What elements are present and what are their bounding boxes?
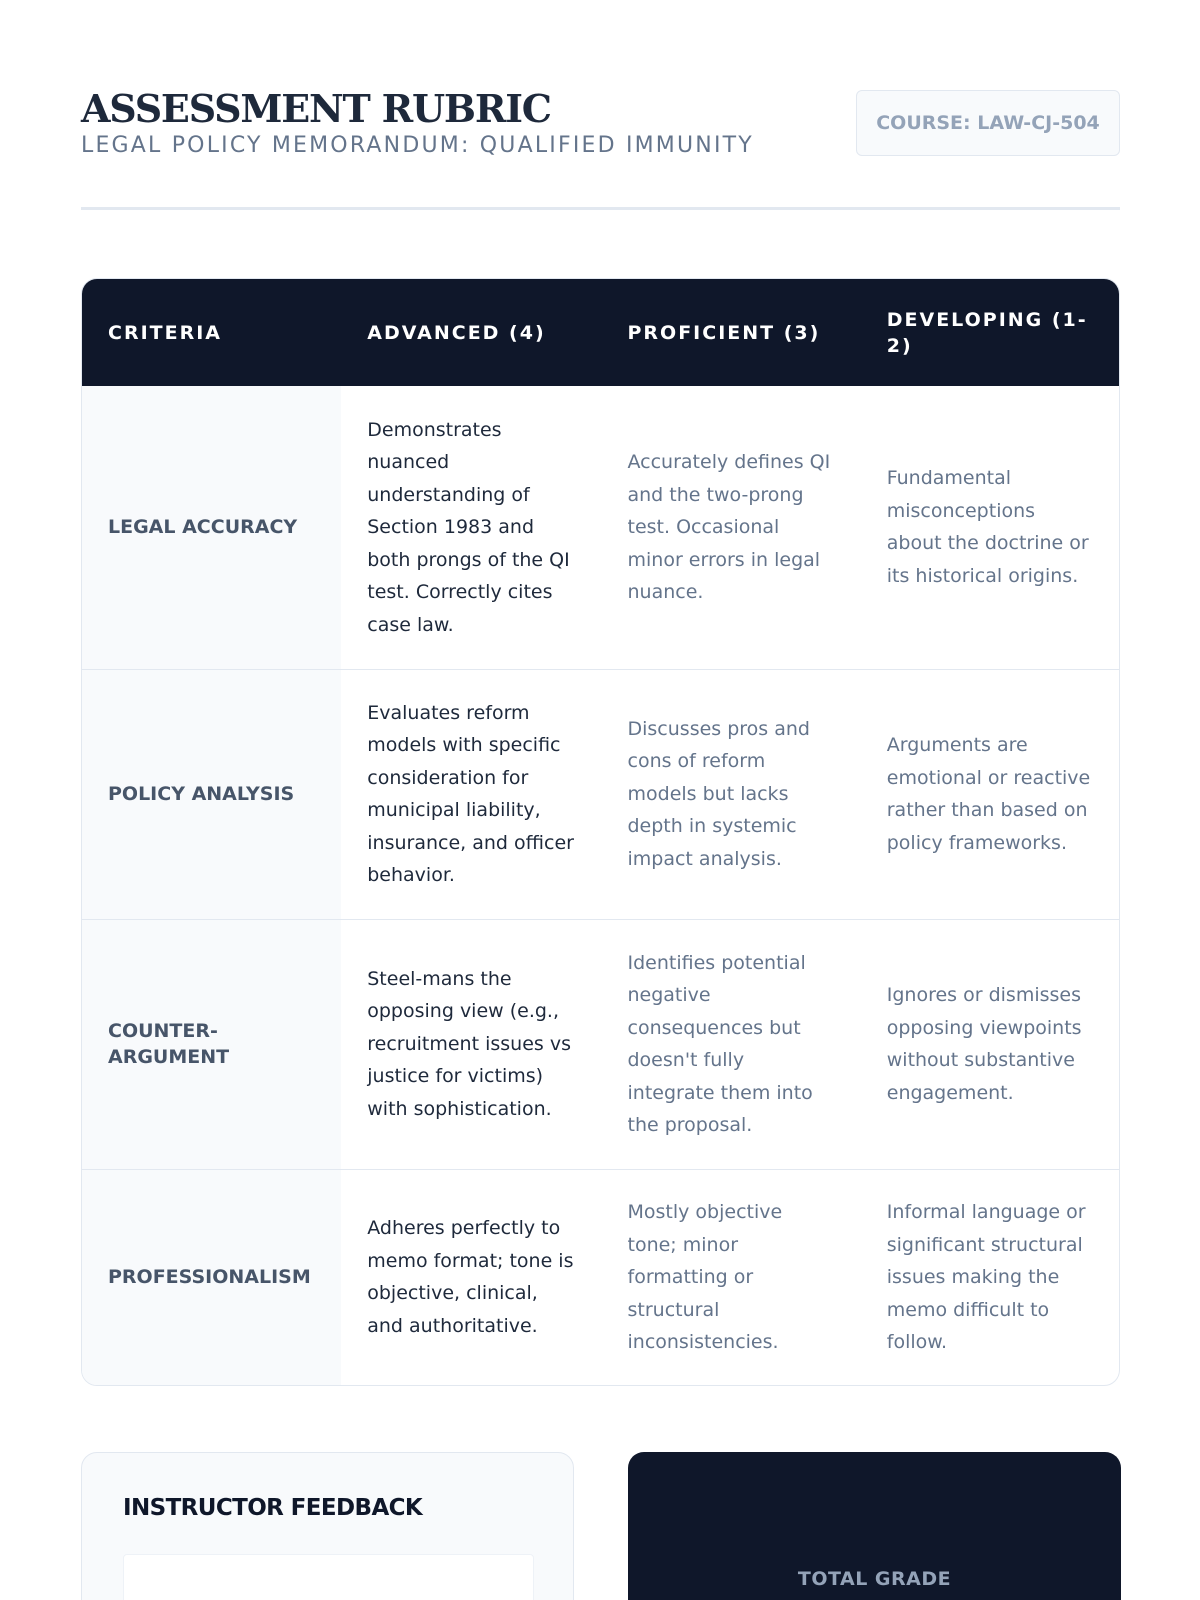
developing-cell: Ignores or dismisses opposing viewpoints without substantive engagement.: [886, 984, 1082, 1104]
feedback-text-area[interactable]: [123, 1554, 534, 1600]
advanced-cell: Adheres perfectly to memo format; tone is objective, clinical, and authoritative.: [367, 1217, 574, 1337]
advanced-cell: Steel-mans the opposing view (e.g., recruitment issues vs justice for victims) with sophistication.: [367, 967, 571, 1120]
column-header-developing: DEVELOPING (1-2): [861, 279, 1119, 386]
rubric-table: [82, 279, 1119, 1385]
page-title: ASSESSMENT RUBRIC: [81, 86, 551, 131]
course-badge: COURSE: LAW-CJ-504: [856, 90, 1120, 156]
rubric-header: [81, 86, 1120, 160]
developing-cell: Informal language or significant structural issues making the memo difficult to follow.: [886, 1201, 1086, 1353]
table-row: [82, 386, 1119, 669]
advanced-cell: Evaluates reform models with specific consideration for municipal liability, insurance, and officer behavior.: [367, 701, 574, 886]
table-header-row: [82, 279, 1119, 386]
proficient-cell: Identifies potential negative consequences but doesn't fully integrate them into the proposal.: [627, 951, 813, 1136]
criterion-cell: COUNTER-ARGUMENT: [82, 919, 341, 1169]
table-row: [82, 1169, 1119, 1385]
total-grade-card: [628, 1452, 1121, 1600]
total-grade-label: TOTAL GRADE: [797, 1568, 952, 1590]
page-subtitle: LEGAL POLICY MEMORANDUM: QUALIFIED IMMUNITY: [81, 133, 754, 158]
developing-cell: Arguments are emotional or reactive rather than based on policy frameworks.: [886, 734, 1091, 854]
header-divider: [81, 207, 1120, 210]
table-row: [82, 669, 1119, 919]
advanced-cell: Demonstrates nuanced understanding of Section 1983 and both prongs of the QI test. Correctly cites case law.: [367, 418, 570, 636]
proficient-cell: Accurately defines QI and the two-prong test. Occasional minor errors in legal nuance.: [627, 451, 831, 603]
criterion-cell: POLICY ANALYSIS: [82, 669, 341, 919]
criterion-cell: PROFESSIONALISM: [82, 1169, 341, 1385]
column-header-criteria: CRITERIA: [82, 279, 341, 386]
instructor-feedback-card: [81, 1452, 574, 1600]
proficient-cell: Mostly objective tone; minor formatting or structural inconsistencies.: [627, 1201, 783, 1353]
proficient-cell: Discusses pros and cons of reform models but lacks depth in systemic impact analysis.: [627, 717, 810, 870]
column-header-advanced: ADVANCED (4): [341, 279, 601, 386]
column-header-proficient: PROFICIENT (3): [602, 279, 861, 386]
criterion-cell: LEGAL ACCURACY: [82, 386, 341, 669]
table-row: [82, 919, 1119, 1169]
developing-cell: Fundamental misconceptions about the doctrine or its historical origins.: [886, 467, 1089, 587]
feedback-title: INSTRUCTOR FEEDBACK: [123, 1495, 423, 1521]
rubric-table-card: [81, 278, 1120, 1386]
